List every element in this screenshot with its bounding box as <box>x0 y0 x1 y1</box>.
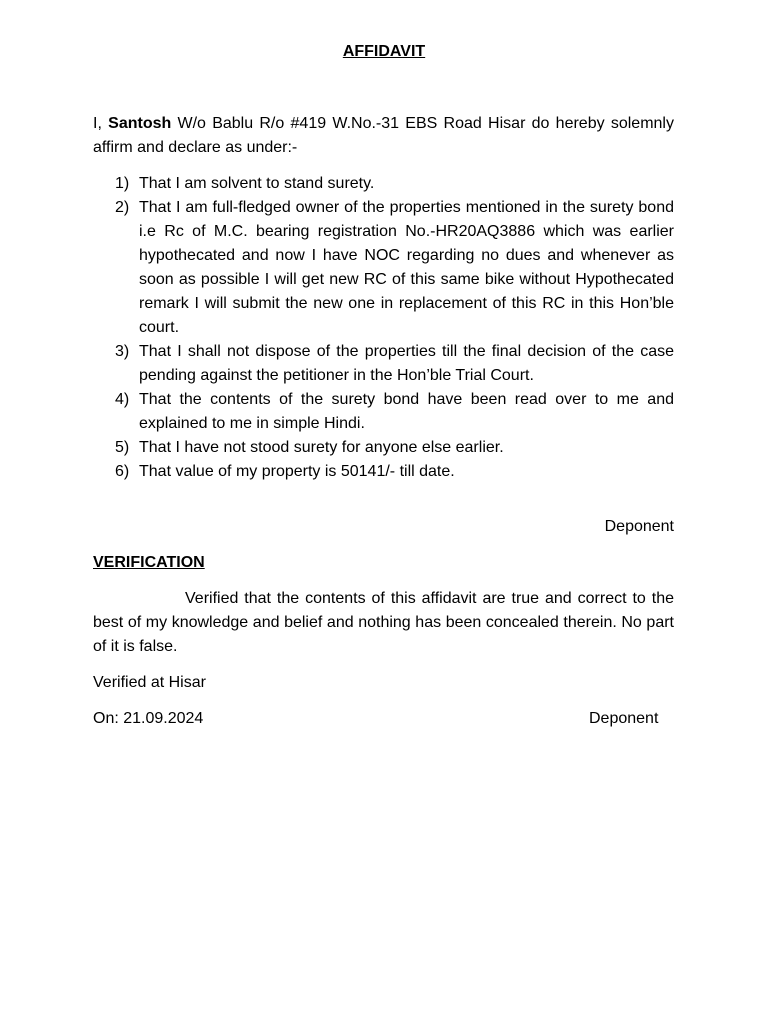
document-body <box>93 112 674 731</box>
item-text: That I am full-fledged owner of the properties mentioned in the surety bond i.e Rc of M.C. bearing registration No.-HR20AQ3886 which was earlier hypothecated and now I have NOC regarding no dues and whenever as soon as possible I will get new RC of this same bike without Hypothecated remark I will submit the new one in replacement of this RC in this Hon’ble court. <box>139 199 674 336</box>
document-title: AFFIDAVIT <box>342 43 426 60</box>
declaration-item <box>93 460 674 484</box>
verification-date-row <box>93 707 674 731</box>
item-number: 6) <box>115 463 130 480</box>
deponent-name: Santosh <box>108 115 172 132</box>
item-text: That value of my property is 50141/- till date. <box>139 463 455 480</box>
verification-deponent-label: Deponent <box>589 710 659 727</box>
item-number: 4) <box>115 391 130 408</box>
verification-text: Verified that the contents of this affidavit are true and correct to the best of my knowledge and belief and nothing has been concealed therein. No part of it is false. <box>93 590 674 655</box>
declaration-item <box>93 436 674 460</box>
declaration-item <box>93 196 674 340</box>
declaration-list <box>93 172 674 484</box>
item-text: That the contents of the surety bond have been read over to me and explained to me in simple Hindi. <box>139 391 674 432</box>
item-text: That I have not stood surety for anyone else earlier. <box>139 439 504 456</box>
item-number: 1) <box>115 175 130 192</box>
deponent-signature-label: Deponent <box>604 518 674 535</box>
verification-date: On: 21.09.2024 <box>93 710 204 727</box>
item-text: That I am solvent to stand surety. <box>139 175 375 192</box>
verification-heading: VERIFICATION <box>93 554 205 571</box>
declaration-item <box>93 388 674 436</box>
item-text: That I shall not dispose of the properties till the final decision of the case pending against the petitioner in the Hon’ble Trial Court. <box>139 343 674 384</box>
intro-rest: W/o Bablu R/o #419 W.No.-31 EBS Road Hisar do hereby solemnly affirm and declare as under:- <box>93 115 674 156</box>
item-number: 5) <box>115 439 130 456</box>
intro-paragraph <box>93 112 674 160</box>
declaration-item <box>93 340 674 388</box>
declaration-item <box>93 172 674 196</box>
verification-place: Verified at Hisar <box>93 674 206 691</box>
item-number: 3) <box>115 343 130 360</box>
intro-prefix: I, <box>93 115 109 132</box>
item-number: 2) <box>115 199 130 216</box>
